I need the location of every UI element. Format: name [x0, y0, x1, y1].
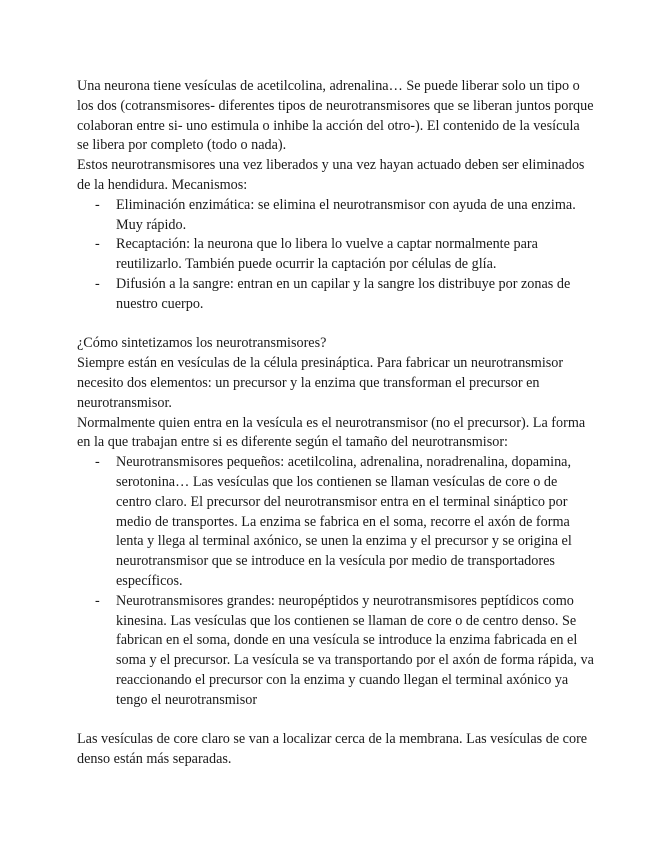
- dash-bullet: -: [95, 236, 100, 253]
- list-item: [95, 592, 595, 711]
- dash-bullet: -: [95, 454, 100, 471]
- closing-paragraph: Las vesículas de core claro se van a localizar cerca de la membrana. Las vesículas de core denso están más separadas.: [77, 731, 588, 768]
- list-item: [95, 275, 595, 315]
- list-item-text: Eliminación enzimática: se elimina el neurotransmisor con ayuda de una enzima. Muy rápido.: [116, 196, 576, 233]
- synthesis-paragraph-1: Siempre están en vesículas de la célula presináptica. Para fabricar un neurotransmisor necesito dos elementos: un precursor y la enzima que transforman el precursor en neurotransmisor.: [77, 355, 564, 411]
- intro-paragraph-2: Estos neurotransmisores una vez liberados y una vez hayan actuado deben ser eliminados de la hendidura. Mecanismos:: [77, 157, 585, 193]
- spacer: [77, 711, 595, 731]
- synthesis-paragraph-2: Normalmente quien entra en la vesícula es el neurotransmisor (no el precursor). La forma en la que trabajan entre si es diferente según el tamaño del neurotransmisor:: [77, 414, 586, 451]
- list-item-text: Neurotransmisores grandes: neuropéptidos y neurotransmisores peptídicos como kinesina. Las vesículas que los contienen se llaman de core o de centro denso. Se fabrican en el soma, donde en una vesícula se introduce la enzima fabricada en el soma y el precursor. La vesícula se va transportando por el axón de forma rápida, va reaccionando el precursor con la enzima y cuando llegan el terminal axónico ya tengo el neurotransmisor: [116, 592, 594, 708]
- spacer: [77, 315, 595, 335]
- intro-paragraph-1: Una neurona tiene vesículas de acetilcolina, adrenalina… Se puede liberar solo un tipo o los dos (cotransmisores- diferentes tipos de neurotransmisores que se liberan juntos porque colaboran entre si- uno estimula o inhibe la acción del otro-). El contenido de la vesícula se libera por completo (todo o nada).: [77, 78, 594, 154]
- dash-bullet: -: [95, 196, 100, 213]
- list-item-text: Difusión a la sangre: entran en un capilar y la sangre los distribuye por zonas de nuestro cuerpo.: [116, 275, 571, 312]
- list-item: [95, 453, 595, 592]
- list-item-text: Recaptación: la neurona que lo libera lo vuelve a captar normalmente para reutilizarlo. También puede ocurrir la captación por células de glía.: [116, 236, 538, 273]
- list-item: [95, 235, 595, 275]
- mechanisms-list: [77, 196, 595, 315]
- dash-bullet: -: [95, 275, 100, 292]
- section-heading: ¿Cómo sintetizamos los neurotransmisores?: [77, 335, 327, 352]
- neurotransmitter-types-list: [77, 453, 595, 710]
- list-item-text: Neurotransmisores pequeños: acetilcolina, adrenalina, noradrenalina, dopamina, serotonina… Las vesículas que los contienen se llaman vesículas de core o de centro claro. El precursor del neurotransmisor entra en el terminal sináptico por medio de transportes. La enzima se fabrica en el soma, recorre el axón de forma lenta y llega al terminal axónico, se unen la enzima y el precursor y se origina el neurotransmisor que se introduce en la vesícula por medio de transportadores específicos.: [116, 454, 572, 589]
- list-item: [95, 196, 595, 236]
- dash-bullet: -: [95, 592, 100, 609]
